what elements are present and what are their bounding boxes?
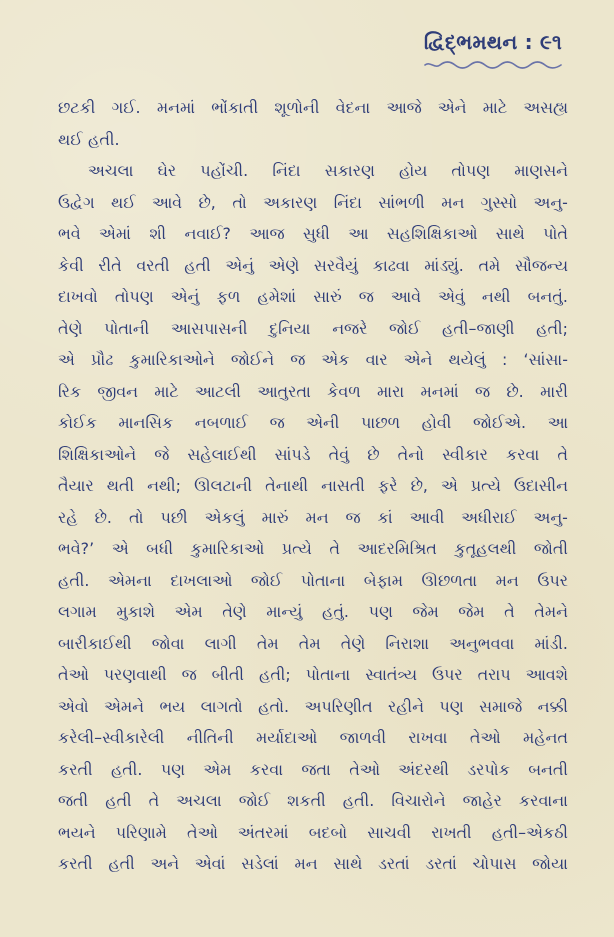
text-line: એવો એમને ભય લાગતો હતો. અપરિણીત રહીને પણ સમાજે નક્કી: [58, 696, 568, 716]
text-line: શિક્ષિકાઓને જે સહેલાઈથી સાંપડે તેવું છે તેનો સ્વીકાર કરવા તે: [58, 444, 568, 464]
text-line: તેઓ પરણવાથી જ બીતી હતી; પોતાના સ્વાતંત્ર્ય ઉપર તરાપ આવશે: [58, 665, 568, 684]
wavy-underline: [424, 59, 562, 69]
text-line: કરતી હતી. પણ એમ કરવા જતા તેઓ અંદરથી ડરપોક બનતી: [58, 759, 568, 779]
text-line: જતી હતી તે અચલા જોઈ શકતી હતી. વિચારોને જાહેર કરવાના: [58, 791, 568, 810]
text-line: તૈયાર થતી નથી; ઊલટાની તેનાથી નાસતી ફરે છે, એ પ્રત્યે ઉદાસીન: [58, 476, 568, 495]
text-line: એ પ્રૌઢ કુમારિકાઓને જોઈને જ એક વાર એને થયેલું : ‘સાંસા-: [58, 350, 568, 369]
text-line: ભવે એમાં શી નવાઈ? આજ સુધી આ સહશિક્ષિકાઓ સાથે પોતે: [58, 224, 568, 243]
text-line: છટકી ગઈ. મનમાં ભોંકાતી શૂળોની વેદના આજે એને માટે અસહ્ય: [58, 98, 568, 117]
text-line: કેવી રીતે વરતી હતી એનું એણે સરવૈયું કાઢવા માંડ્યું. તમે સૌજન્ય: [58, 255, 568, 275]
text-line: લગામ મુકાશે એમ તેણે માન્યું હતું. પણ જેમ જેમ તે તેમને: [58, 602, 568, 621]
text-line: દાખવો તોપણ એનું ફળ હમેશાં સારું જ આવે એવું નથી બનતું.: [58, 287, 568, 306]
text-line: કરતી હતી અને એવાં સડેલાં મન સાથે ડરતાં ડરતાં ચોપાસ જોયા: [58, 854, 568, 873]
text-line: રિક જીવન માટે આટલી આતુરતા કેવળ મારા મનમાં જ છે. મારી: [58, 381, 568, 401]
text-line: ભવે?’ એ બધી કુમારિકાઓ પ્રત્યે તે આદરમિશ્રિત કુતૂહલથી જોતી: [58, 539, 568, 558]
running-head: દ્વિદ્ભમથન : ૯૧: [423, 30, 562, 54]
text-line: તેણે પોતાની આસપાસની દુનિયા નજરે જોઈ હતી–જાણી હતી;: [58, 318, 568, 338]
page-header: [424, 32, 562, 69]
body-text: [58, 92, 568, 880]
text-line: અચલા ઘેર પહોંચી. નિંદા સકારણ હોય તોપણ માણસને: [88, 161, 568, 180]
text-line: થઈ હતી.: [58, 129, 120, 149]
text-line: રહે છે. તો પછી એકલું મારું મન જ કાં આવી અધીરાઈ અનુ-: [58, 507, 568, 527]
text-line: બારીકાઈથી જોવા લાગી તેમ તેમ તેણે નિરાશા અનુભવવા માંડી.: [58, 633, 568, 653]
text-line: ભયને પરિણામે તેઓ અંતરમાં બદબો સાચવી રાખતી હતી–એકઠી: [58, 822, 568, 842]
text-line: ઉદ્વેગ થઈ આવે છે, તો અકારણ નિંદા સાંભળી મન ગુસ્સો અનુ-: [58, 192, 568, 212]
text-line: હતી. એમના દાખલાઓ જોઈ પોતાના બેફામ ઊછળતા મન ઉપર: [58, 570, 568, 590]
text-line: કરેલી–સ્વીકારેલી નીતિની મર્યાદાઓ જાળવી રાખવા તેઓ મહેનત: [58, 728, 568, 747]
text-line: કોઈક માનસિક નબળાઈ જ એની પાછળ હોવી જોઈએ. આ: [58, 413, 568, 432]
